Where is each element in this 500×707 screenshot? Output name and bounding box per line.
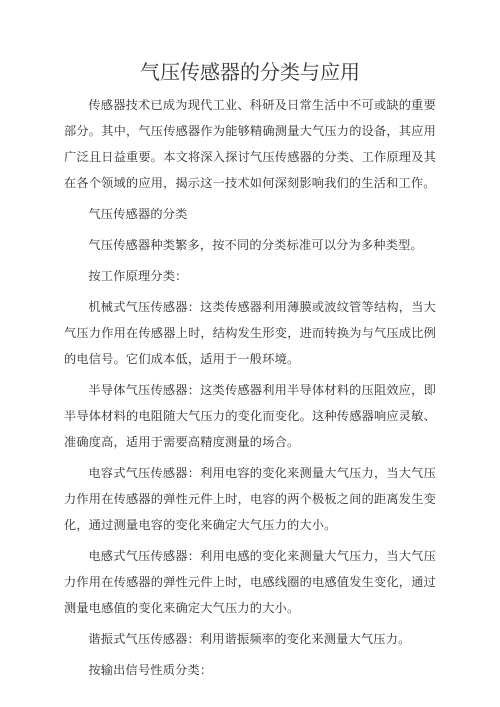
intro-paragraph: 传感器技术已成为现代工业、科研及日常生活中不可或缺的重要部分。其中，气压传感器作为能够精确测量大气压力的设备，其应用广泛且日益重要。本文将深入探讨气压传感器的分类、工作原理及其在各个领域的应用，揭示这一技术如何深刻影响我们的生活和工作。 [64, 98, 436, 190]
section-heading-classification: 气压传感器的分类 [88, 207, 188, 221]
subheading-by-working-principle: 按工作原理分类： [88, 269, 188, 283]
paragraph-capacitive-sensor: 电容式气压传感器：利用电容的变化来测量大气压力，当大气压力作用在传感器的弹性元件上时，电容的两个极板之间的距离发生变化，通过测量电容的变化来确定大气压力的大小。 [64, 466, 436, 532]
paragraph-classification-overview: 气压传感器种类繁多，按不同的分类标准可以分为多种类型。 [88, 238, 423, 252]
document-title: 气压传感器的分类与应用 [140, 60, 360, 84]
paragraph-mechanical-sensor: 机械式气压传感器：这类传感器利用薄膜或波纹管等结构，当大气压力作用在传感器上时，结构发生形变，进而转换为与气压成比例的电信号。它们成本低，适用于一般环境。 [64, 300, 436, 366]
paragraph-inductive-sensor: 电感式气压传感器：利用电感的变化来测量大气压力，当大气压力作用在传感器的弹性元件上时，电感线圈的电感值发生变化，通过测量电感值的变化来确定大气压力的大小。 [64, 549, 436, 615]
paragraph-semiconductor-sensor: 半导体气压传感器：这类传感器利用半导体材料的压阻效应，即半导体材料的电阻随大气压力的变化而变化。这种传感器响应灵敏、准确度高，适用于需要高精度测量的场合。 [64, 383, 436, 449]
paragraph-resonant-sensor: 谐振式气压传感器：利用谐振频率的变化来测量大气压力。 [88, 632, 411, 646]
subheading-by-output-signal: 按输出信号性质分类： [88, 663, 213, 677]
